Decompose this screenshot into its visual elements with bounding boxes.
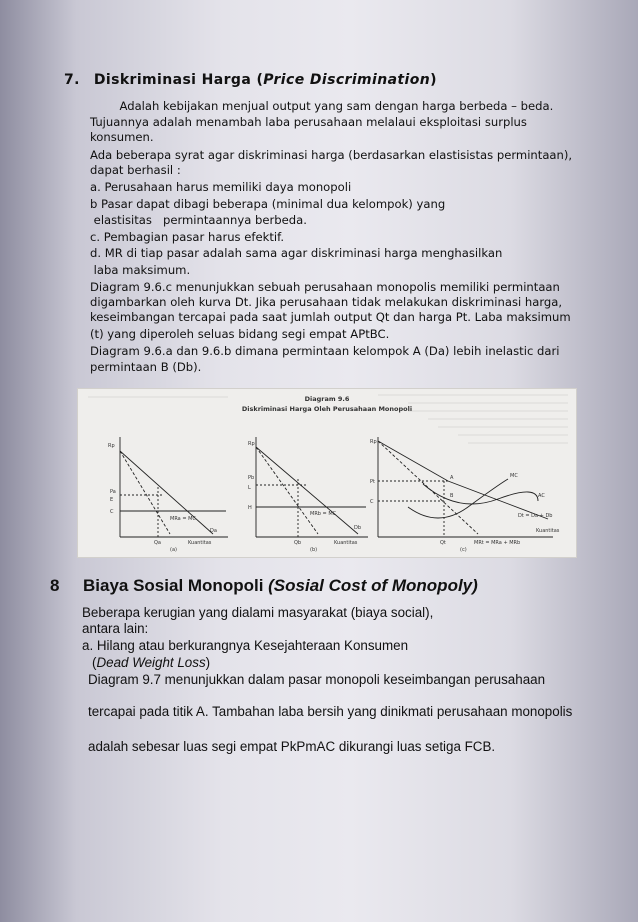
svg-text:Rp: Rp [248, 441, 255, 447]
svg-text:MRb = MC: MRb = MC [310, 511, 337, 517]
section-7-number: 7. [64, 72, 80, 88]
s7-line: konsumen. [90, 130, 154, 144]
s8-line: Beberapa kerugian yang dialami masyarakat (biaya social), [82, 605, 434, 620]
svg-text:Pb: Pb [248, 475, 255, 481]
svg-text:Rp: Rp [108, 443, 115, 449]
svg-text:Kuantitas: Kuantitas [334, 540, 358, 546]
section-7-title-italic: Price Discrimination [263, 72, 431, 88]
section-8-number: 8 [50, 576, 60, 595]
s8-line: a. Hilang atau berkurangnya Kesejahteraan Konsumen [82, 638, 409, 653]
svg-text:Dt = Da + Db: Dt = Da + Db [518, 513, 553, 519]
s8-paragraph-line: adalah sebesar luas segi empat PkPmAC dikurangi luas setiga FCB. [88, 739, 496, 754]
s7-line: permintaan B (Db). [90, 360, 202, 374]
s7-line: Ada beberapa syrat agar diskriminasi harga (berdasarkan elastisistas permintaan), [90, 148, 573, 162]
svg-text:MC: MC [510, 473, 518, 479]
svg-text:Pt: Pt [370, 479, 375, 485]
s7-line: c. Pembagian pasar harus efektif. [90, 230, 285, 244]
svg-text:Rp: Rp [370, 439, 377, 445]
s7-line: Adalah kebijakan menjual output yang sam dengan harga berbeda – beda. [90, 99, 554, 113]
s7-line: keseimbangan tercapai pada saat jumlah output Qt dan harga Pt. Laba maksimum [90, 310, 571, 324]
svg-text:MRa = MC: MRa = MC [170, 516, 196, 522]
svg-text:Kuantitas: Kuantitas [188, 540, 212, 546]
s8-dead-weight-loss: (Dead Weight Loss) [92, 655, 211, 670]
svg-text:AC: AC [538, 493, 545, 499]
svg-text:Pa: Pa [110, 489, 116, 495]
panel-c-tag: (c) [460, 547, 467, 553]
svg-text:Kuantitas: Kuantitas [536, 528, 560, 534]
panel-a [120, 437, 228, 537]
section-8-title: Biaya Sosial Monopoli [83, 576, 269, 595]
s7-line: dapat berhasil : [90, 163, 181, 177]
svg-text:Qa: Qa [154, 540, 161, 546]
s7-line: b Pasar dapat dibagi beberapa (minimal dua kelompok) yang [90, 197, 446, 211]
figure-title: Diagram 9.6 [304, 395, 350, 403]
svg-text:C: C [110, 509, 114, 515]
diagram-9-6-svg [78, 389, 576, 557]
section-7-title: Diskriminasi Harga ( [93, 72, 264, 88]
s8-paragraph-line: tercapai pada titik A. Tambahan laba bersih yang dinikmati perusahaan monopolis [88, 704, 573, 719]
svg-text:Qb: Qb [294, 540, 302, 546]
s7-line: (t) yang diperoleh seluas bidang segi empat APtBC. [90, 327, 390, 341]
s7-line: digambarkan oleh kurva Dt. Jika perusahaan tidak melakukan diskriminasi harga, [90, 295, 563, 309]
s7-line: laba maksimum. [90, 263, 191, 277]
panel-a-tag: (a) [170, 547, 177, 553]
svg-text:L: L [248, 485, 251, 491]
section-8-heading [50, 576, 478, 596]
svg-text:C: C [370, 499, 374, 505]
panel-b-tag: (b) [310, 547, 318, 553]
s7-line: Diagram 9.6.c menunjukkan sebuah perusahaan monopolis memiliki permintaan [90, 280, 560, 294]
s8-paragraph-line: Diagram 9.7 menunjukkan dalam pasar monopoli keseimbangan perusahaan [88, 672, 546, 687]
s7-line: d. MR di tiap pasar adalah sama agar diskriminasi harga menghasilkan [90, 246, 503, 260]
s7-line: a. Perusahaan harus memiliki daya monopoli [90, 180, 352, 194]
svg-text:A: A [450, 475, 454, 481]
diagram-9-6-figure [77, 388, 577, 558]
s8-line: antara lain: [82, 621, 149, 636]
svg-text:Db: Db [354, 525, 362, 531]
panel-c [378, 437, 553, 537]
svg-text:E: E [110, 497, 114, 503]
figure-subtitle: Diskriminasi Harga Oleh Perusahaan Monopoli [241, 405, 413, 413]
panel-b [256, 437, 368, 537]
s7-line: Tujuannya adalah menambah laba perusahaan melalaui eksploitasi surplus [90, 115, 527, 129]
section-8-title-italic: (Sosial Cost of Monopoly) [268, 576, 478, 595]
svg-text:MRt = MRa + MRb: MRt = MRa + MRb [474, 540, 521, 546]
svg-text:B: B [450, 493, 454, 499]
s7-line: elastisitas permintaannya berbeda. [90, 213, 307, 227]
section-7-heading: 7. Diskriminasi Harga (Price Discrimination) [64, 72, 437, 88]
svg-text:H: H [248, 505, 252, 511]
svg-text:Da: Da [210, 528, 217, 534]
svg-text:Qt: Qt [440, 540, 446, 546]
s7-line: Diagram 9.6.a dan 9.6.b dimana permintaan kelompok A (Da) lebih inelastic dari [90, 344, 560, 358]
